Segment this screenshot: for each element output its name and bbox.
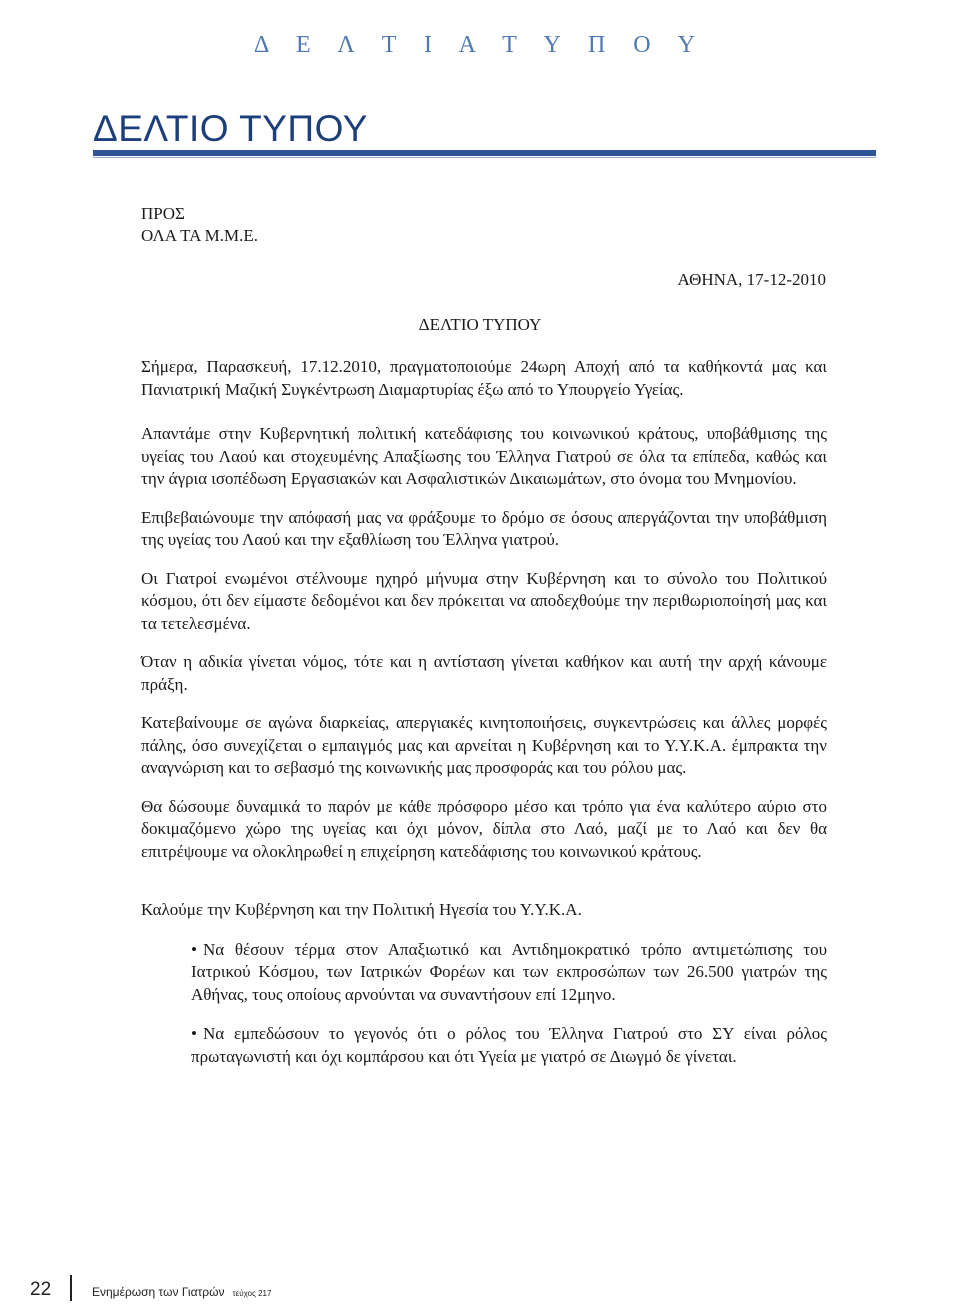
section-title: ΔΕΛΤΙΟ ΤΥΠΟΥ — [93, 108, 368, 149]
recipient-line-2: ΟΛΑ ΤΑ Μ.Μ.Ε. — [141, 226, 259, 245]
list-item-text: Να εμπεδώσουν το γεγονός ότι ο ρόλος του Έλληνα Γιατρού στο ΣΥ είναι ρόλος πρωταγωνιστή και όχι κομπάρσου και ότι Υγεία με γιατρό σε Διωγμό δε γίνεται. — [191, 1024, 827, 1066]
recipient-line-1: ΠΡΟΣ — [141, 204, 185, 223]
paragraph: Επιβεβαιώνουμε την απόφασή μας να φράξουμε το δρόμο σε όσους απεργάζονται την υποβάθμιση της υγείας του Λαού και την εξαθλίωση του Έλληνα γιατρού. — [141, 507, 827, 549]
document-subtitle: ΔΕΛΤΙΟ ΤΥΠΟΥ — [418, 315, 542, 334]
paragraph: Όταν η αδικία γίνεται νόμος, τότε και η αντίσταση γίνεται καθήκον και αυτή την αρχή κάνουμε πράξη. — [141, 652, 827, 694]
list-item — [191, 1023, 827, 1068]
bullet-icon: • — [191, 1024, 197, 1043]
list-item — [191, 939, 827, 1007]
running-header: Δ Ε Λ Τ Ι Α Τ Υ Π Ο Υ — [253, 32, 707, 58]
paragraph: Θα δώσουμε δυναμικά το παρόν με κάθε πρόσφορο μέσο και τρόπο για ένα καλύτερο αύριο στο δοκιμαζόμενο χώρο της υγείας και όχι μόνον, δίπλα στο Λαό, μαζί με το Λαό και δεν θα επιτρέψουμε να ολοκληρωθεί η επιχείρηση κατεδάφισης του κοινωνικού κράτους. — [141, 796, 827, 861]
paragraph: Κατεβαίνουμε σε αγώνα διαρκείας, απεργιακές κινητοποιήσεις, συγκεντρώσεις και άλλες μορφές πάλης, όσο συνεχίζεται ο εμπαιγμός μας και αρνείται η Κυβέρνηση και το Υ.Υ.Κ.Α. έμπρακτα την αναγνώριση και το σεβασμό της κοινωνικής μας προσφοράς και του ρόλου μας. — [141, 713, 827, 777]
footer-divider — [70, 1275, 72, 1301]
demand-list — [141, 939, 827, 1069]
call-line: Καλούμε την Κυβέρνηση και την Πολιτική Ηγεσία του Υ.Υ.Κ.Α. — [141, 900, 582, 919]
title-underline — [93, 150, 876, 156]
list-item-text: Να θέσουν τέρμα στον Απαξιωτικό και Αντιδημοκρατικό τρόπο αντιμετώπισης του Ιατρικού Κόσμου, των Ιατρικών Φορέων και των εκπροσώπων των 26.500 γιατρών της Αθήνας, τους οποίους αρνούνται να συναντήσουν επί 12μηνο. — [191, 939, 827, 1004]
title-underline-thin — [93, 157, 876, 158]
page-number: 22 — [30, 1279, 52, 1300]
recipient-block — [141, 203, 258, 247]
bullet-icon: • — [191, 939, 197, 959]
body-text — [141, 356, 827, 1085]
publication-name: Ενημέρωση των Γιατρών — [92, 1285, 225, 1299]
dateline: ΑΘΗΝΑ, 17-12-2010 — [677, 270, 826, 289]
paragraph: Σήμερα, Παρασκευή, 17.12.2010, πραγματοποιούμε 24ωρη Αποχή από τα καθήκοντά μας και Πανιατρική Μαζική Συγκέντρωση Διαμαρτυρίας έξω από το Υπουργείο Υγείας. — [141, 357, 827, 399]
page-footer — [30, 1271, 271, 1301]
paragraph: Οι Γιατροί ενωμένοι στέλνουμε ηχηρό μήνυμα στην Κυβέρνηση και το σύνολο του Πολιτικού κόσμου, ότι δεν είμαστε δεδομένοι και δεν πρόκειται να αποδεχθούμε την περιθωριοποίησή μας και τα τετελεσμένα. — [141, 568, 827, 633]
issue-number: τεύχος 217 — [232, 1289, 272, 1298]
paragraph: Απαντάμε στην Κυβερνητική πολιτική κατεδάφισης του κοινωνικού κράτους, υποβάθμισης της υγείας του Λαού και στοχευμένης Απαξίωσης του Έλληνα Γιατρού σε όλα τα επίπεδα, καθώς και την άγρια ισοπέδωση Εργασιακών και Ασφαλιστικών Δικαιωμάτων, στο όνομα του Μνημονίου. — [141, 424, 827, 488]
